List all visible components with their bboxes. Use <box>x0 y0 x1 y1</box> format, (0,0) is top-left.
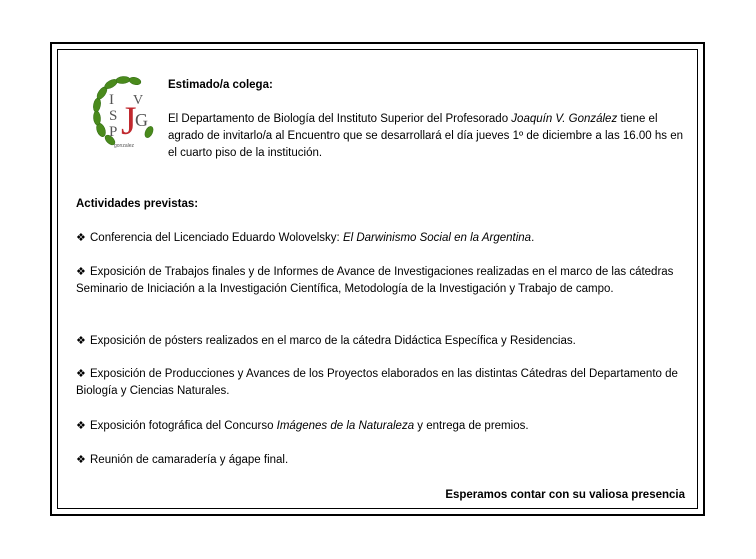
bullet-icon: ❖ <box>76 420 86 432</box>
activity-photo-contest <box>76 418 696 435</box>
bullet-icon: ❖ <box>76 335 86 347</box>
intro-text-start: El Departamento de Biología del Instituto Superior del Profesorado <box>168 113 512 125</box>
logo-caption: gonzalez <box>113 143 135 149</box>
logo-letter-s: S <box>109 108 118 124</box>
intro-paragraph <box>168 111 693 162</box>
closing-line: Esperamos contar con su valiosa presencia <box>445 489 685 501</box>
logo-letter-p: P <box>109 124 118 140</box>
activities-heading: Actividades previstas: <box>76 198 199 210</box>
bullet-icon: ❖ <box>76 368 86 380</box>
institute-logo <box>91 74 157 150</box>
bullet-icon: ❖ <box>76 232 86 244</box>
photo-contest-title: Imágenes de la Naturaleza <box>276 420 415 432</box>
institute-name: Joaquín V. González <box>511 113 618 125</box>
activity-meeting-text: Reunión de camaradería y ágape final. <box>90 454 289 466</box>
activity-productions-text: Exposición de Producciones y Avances de los Proyectos elaborados en las distintas Cátedras del Departamento de Biología y Ciencias Naturales. <box>76 368 678 397</box>
bullet-icon: ❖ <box>76 454 86 466</box>
activity-conference <box>76 230 696 247</box>
activity-photo-contest-end: y entrega de premios. <box>414 420 529 432</box>
intro-text-end: tiene el agrado de invitarlo/a al Encuentro que se desarrollará el día jueves 1º de diciembre a las 16.00 hs en el cuarto piso de la institución. <box>168 113 683 159</box>
bullet-icon: ❖ <box>76 266 86 278</box>
logo-letter-g: G <box>135 110 148 130</box>
logo-letter-i: I <box>109 92 114 108</box>
logo-letter-v: V <box>133 93 144 108</box>
activity-final-works <box>76 264 696 298</box>
activity-final-works-text: Exposición de Trabajos finales y de Informes de Avance de Investigaciones realizadas en el marco de las cátedras Seminario de Iniciación a la Investigación Científica, Metodología de la Investigación y Trabajo de campo. <box>76 266 674 295</box>
activity-photo-contest-text: Exposición fotográfica del Concurso <box>90 420 277 432</box>
invitation-inner-border <box>57 49 698 509</box>
logo-letter-j: J <box>121 98 137 143</box>
activity-conference-end: . <box>531 232 535 244</box>
activity-conference-text: Conferencia del Licenciado Eduardo Wolovelsky: <box>90 232 343 244</box>
conference-title: El Darwinismo Social en la Argentina <box>342 232 532 244</box>
greeting: Estimado/a colega: <box>168 79 273 91</box>
activity-productions <box>76 366 696 400</box>
activity-posters-text: Exposición de pósters realizados en el marco de la cátedra Didáctica Específica y Residencias. <box>90 335 576 347</box>
invitation-frame <box>50 42 705 516</box>
activity-meeting <box>76 452 696 469</box>
activity-posters <box>76 333 696 350</box>
